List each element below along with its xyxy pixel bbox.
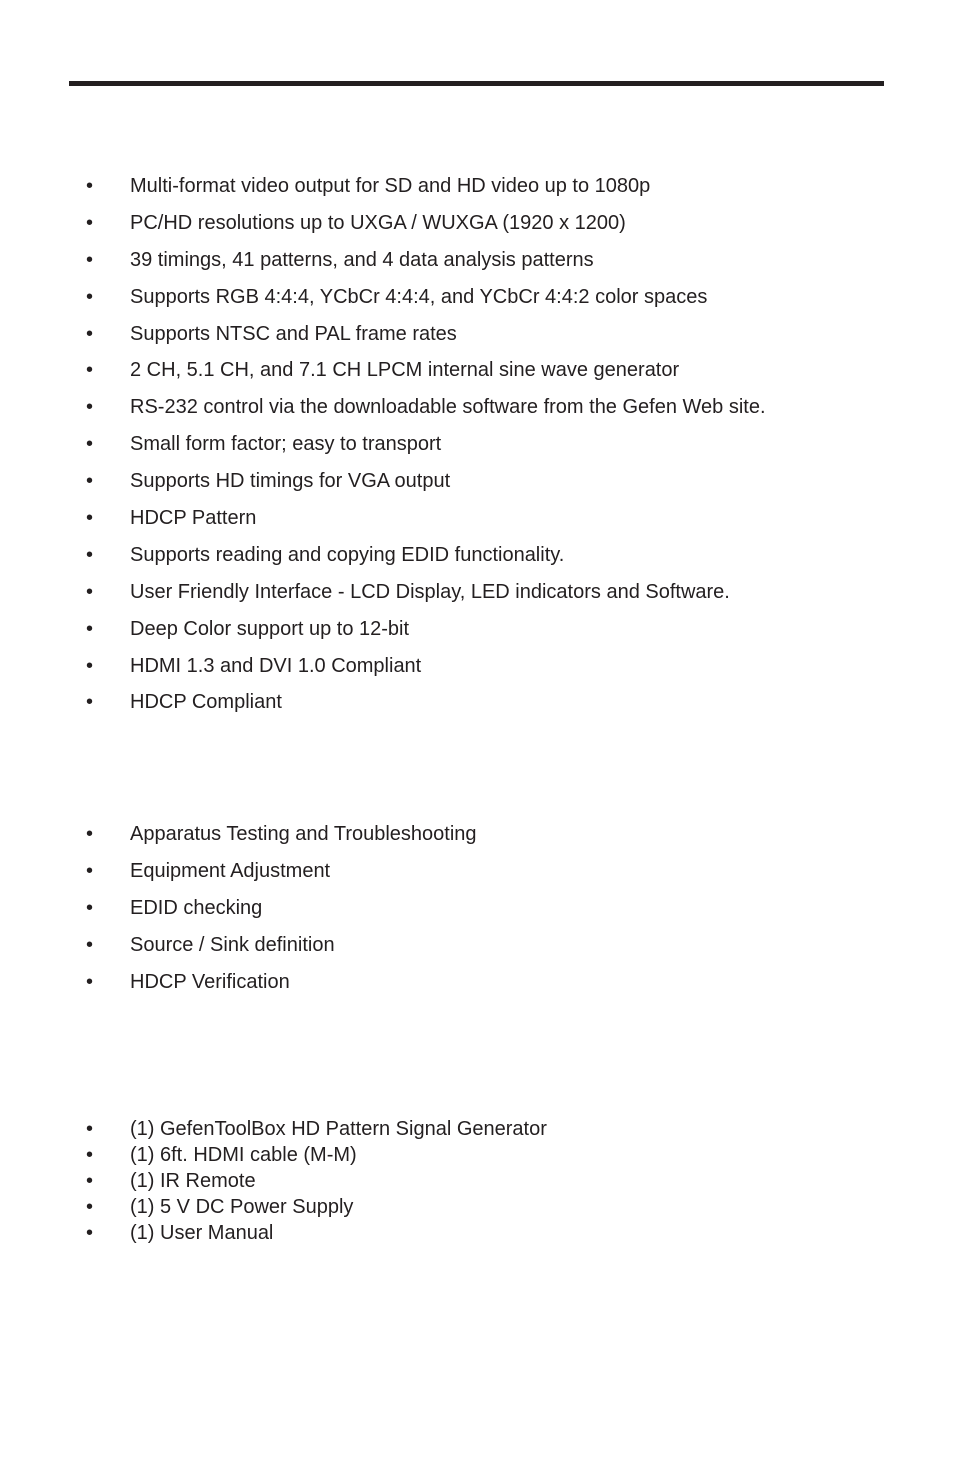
bullet: • <box>86 580 94 603</box>
application-text: Equipment Adjustment <box>130 860 331 882</box>
package-item-text: (1) 6ft. HDMI cable (M-M) <box>130 1144 357 1166</box>
header-rule <box>69 81 884 86</box>
bullet: • <box>86 823 94 845</box>
application-text: EDID checking <box>130 897 263 919</box>
bullet: • <box>86 248 94 271</box>
bullet: • <box>86 543 94 566</box>
bullet: • <box>86 654 94 677</box>
bullet: • <box>86 934 94 956</box>
bullet: • <box>86 1222 94 1244</box>
package-item-text: (1) GefenToolBox HD Pattern Signal Generator <box>130 1118 547 1140</box>
feature-text: HDCP Compliant <box>130 691 282 714</box>
feature-text: Supports HD timings for VGA output <box>130 470 451 493</box>
bullet: • <box>86 860 94 882</box>
bullet: • <box>86 617 94 640</box>
bullet: • <box>86 971 94 993</box>
bullet: • <box>86 285 94 308</box>
feature-text: HDCP Pattern <box>130 507 257 530</box>
bullet: • <box>86 897 94 919</box>
application-text: Apparatus Testing and Troubleshooting <box>130 823 477 845</box>
feature-text: Supports RGB 4:4:4, YCbCr 4:4:4, and YCbCr 4:4:2 color spaces <box>130 285 708 308</box>
bullet: • <box>86 359 94 382</box>
package-item-text: (1) 5 V DC Power Supply <box>130 1196 354 1218</box>
application-text: HDCP Verification <box>130 971 290 993</box>
feature-text: Supports NTSC and PAL frame rates <box>130 322 457 345</box>
bullet: • <box>86 1170 94 1192</box>
bullet: • <box>86 1196 94 1218</box>
bullet: • <box>86 211 94 234</box>
feature-text: RS-232 control via the downloadable software from the Gefen Web site. <box>130 396 766 419</box>
feature-text: Deep Color support up to 12-bit <box>130 617 410 640</box>
bullet: • <box>86 1144 94 1166</box>
package-item-text: (1) User Manual <box>130 1222 274 1244</box>
package-item-text: (1) IR Remote <box>130 1170 256 1192</box>
feature-text: Supports reading and copying EDID functionality. <box>130 543 565 566</box>
bullet: • <box>86 507 94 530</box>
bullet: • <box>86 470 94 493</box>
feature-text: User Friendly Interface - LCD Display, LED indicators and Software. <box>130 580 730 603</box>
feature-text: 39 timings, 41 patterns, and 4 data analysis patterns <box>130 248 594 271</box>
application-text: Source / Sink definition <box>130 934 335 956</box>
feature-text: HDMI 1.3 and DVI 1.0 Compliant <box>130 654 422 677</box>
bullet: • <box>86 1118 94 1140</box>
bullet: • <box>86 396 94 419</box>
bullet: • <box>86 175 94 197</box>
feature-text: Multi-format video output for SD and HD video up to 1080p <box>130 175 651 197</box>
bullet: • <box>86 691 94 714</box>
bullet: • <box>86 433 94 456</box>
feature-text: 2 CH, 5.1 CH, and 7.1 CH LPCM internal sine wave generator <box>130 359 680 382</box>
feature-text: PC/HD resolutions up to UXGA / WUXGA (1920 x 1200) <box>130 211 626 234</box>
bullet: • <box>86 322 94 345</box>
feature-text: Small form factor; easy to transport <box>130 433 442 456</box>
